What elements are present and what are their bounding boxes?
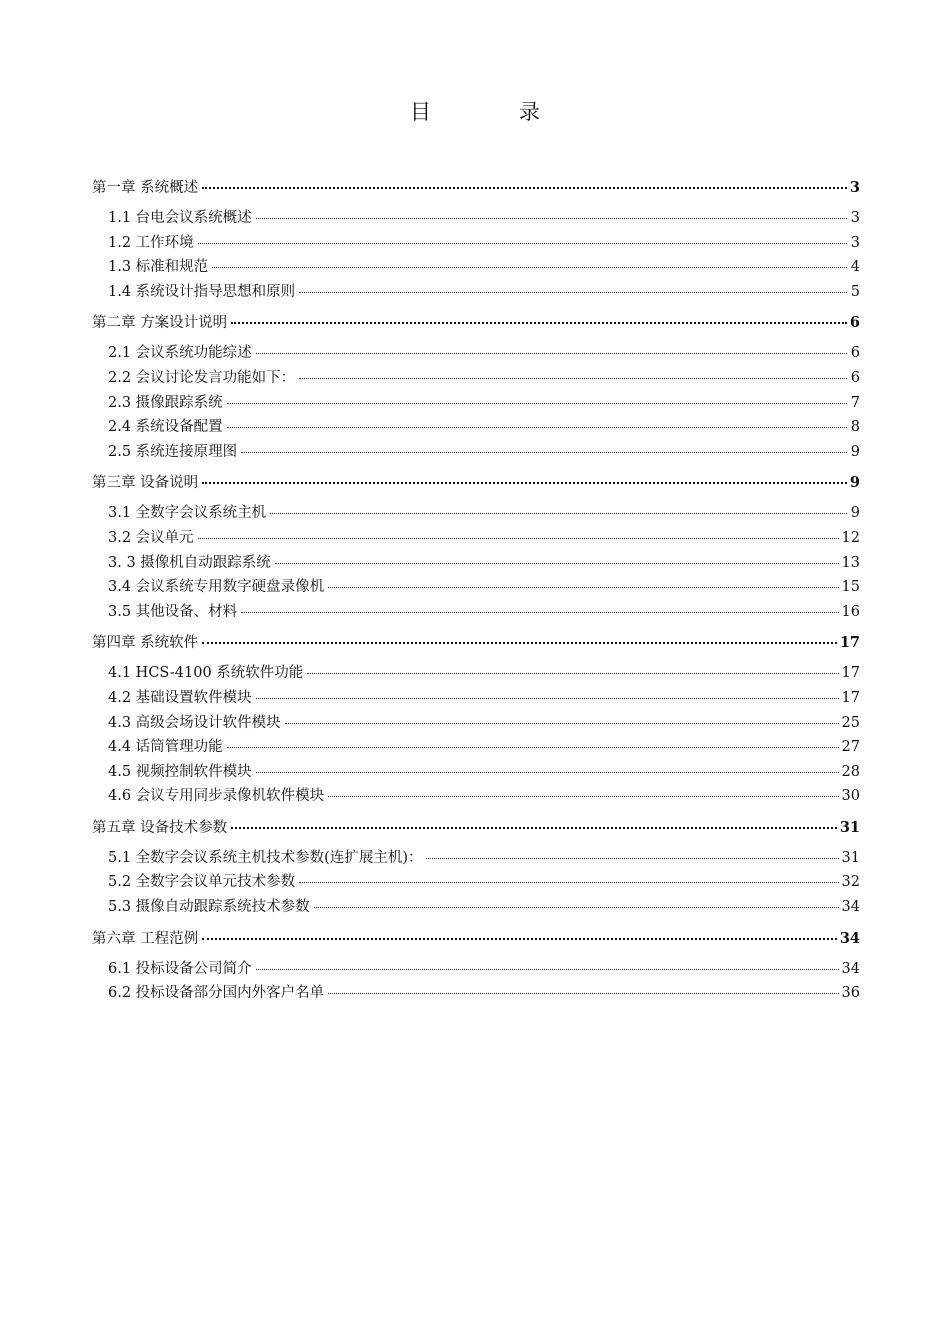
toc-dot-leader (241, 452, 847, 453)
toc-section-page: 5 (850, 283, 860, 300)
toc-section-label: 4.1 HCS-4100 系统软件功能 (108, 665, 304, 682)
toc-dot-leader (227, 747, 839, 748)
toc-dot-leader (256, 218, 847, 219)
toc-section-page: 25 (841, 714, 860, 731)
toc-section-label: 5.1 全数字会议系统主机技术参数(连扩展主机)： (108, 849, 423, 866)
toc-section-label: 1.1 台电会议系统概述 (108, 210, 252, 226)
toc-section-label: 3. 3 摄像机自动跟踪系统 (108, 554, 271, 571)
toc-section-label: 1.3 标准和规范 (108, 259, 209, 276)
toc-section-label: 2.1 会议系统功能综述 (108, 345, 252, 362)
toc-chapter-label: 第四章 系统软件 (92, 635, 199, 652)
toc-chapter-page: 34 (839, 929, 860, 947)
toc-section-label: 3.4 会议系统专用数字硬盘录像机 (108, 579, 325, 596)
toc-chapter-label: 第五章 设备技术参数 (92, 819, 228, 836)
toc-section-label: 4.4 话筒管理功能 (108, 739, 223, 756)
toc-section-row[interactable] (92, 981, 860, 1006)
toc-section-label: 4.5 视频控制软件模块 (108, 763, 252, 780)
toc-section-page: 27 (841, 739, 860, 756)
toc-dot-leader (285, 723, 839, 724)
toc-chapter-row[interactable] (92, 471, 860, 495)
toc-dot-leader (299, 378, 847, 379)
toc-section-label: 2.5 系统连接原理图 (108, 443, 238, 460)
toc-section-label: 6.1 投标设备公司简介 (108, 960, 252, 977)
toc-section-label: 5.3 摄像自动跟踪系统技术参数 (108, 899, 310, 916)
toc-section-row[interactable] (92, 735, 860, 760)
toc-section-page: 9 (850, 443, 860, 460)
title-left-char: 目 (410, 100, 431, 124)
toc-dot-leader (307, 673, 838, 674)
toc-section-label: 2.3 摄像跟踪系统 (108, 394, 223, 411)
toc-dot-leader (231, 827, 837, 829)
toc-section-page: 3 (850, 210, 860, 226)
toc-section-label: 6.2 投标设备部分国内外客户名单 (108, 985, 325, 1002)
toc-dot-leader (328, 587, 838, 588)
toc-section-page: 17 (841, 665, 860, 682)
toc-dot-leader (212, 267, 847, 268)
toc-section-page: 16 (841, 603, 860, 620)
toc-section-row[interactable] (92, 415, 860, 440)
toc-dot-leader (299, 882, 838, 883)
toc-section-page: 28 (841, 763, 860, 780)
toc-section-label: 2.2 会议讨论发言功能如下： (108, 369, 296, 386)
toc-dot-leader (275, 563, 839, 564)
toc-section-row[interactable] (92, 391, 860, 416)
toc-chapter-page: 31 (839, 818, 860, 836)
toc-section-label: 1.4 系统设计指导思想和原则 (108, 283, 296, 300)
toc-dot-leader (202, 642, 837, 644)
toc-section-row[interactable] (92, 784, 860, 809)
toc-section-page: 13 (841, 554, 860, 571)
toc-section-label: 5.2 全数字会议单元技术参数 (108, 874, 296, 891)
toc-chapter-page: 3 (849, 179, 860, 196)
toc-section-label: 3.5 其他设备、材料 (108, 603, 238, 620)
toc-chapter-label: 第二章 方案设计说明 (92, 315, 228, 332)
toc-dot-leader (299, 292, 847, 293)
page-title (0, 96, 950, 126)
toc-section-page: 30 (841, 788, 860, 805)
toc-section-row[interactable] (92, 575, 860, 600)
toc-dot-leader (202, 187, 847, 189)
toc-section-label: 4.3 高级会场设计软件模块 (108, 714, 281, 731)
toc-section-row[interactable] (92, 526, 860, 551)
toc-chapter-row[interactable] (92, 176, 860, 200)
toc-section-page: 31 (841, 849, 860, 866)
toc-section-row[interactable] (92, 440, 860, 465)
toc-section-row[interactable] (92, 661, 860, 686)
toc-chapter-label: 第一章 系统概述 (92, 180, 199, 196)
toc-dot-leader (256, 353, 847, 354)
toc-section-page: 6 (850, 369, 860, 386)
toc-section-row[interactable] (92, 711, 860, 736)
toc-section-row[interactable] (92, 255, 860, 280)
toc-section-page: 8 (850, 419, 860, 436)
toc-chapter-page: 6 (849, 314, 860, 332)
toc-section-row[interactable] (92, 846, 860, 871)
toc-section-label: 3.1 全数字会议系统主机 (108, 505, 267, 522)
toc-section-label: 1.2 工作环境 (108, 234, 194, 251)
toc-section-page: 9 (850, 505, 860, 522)
toc-dot-leader (198, 243, 847, 244)
toc-section-row[interactable] (92, 206, 860, 231)
toc-section-row[interactable] (92, 501, 860, 526)
toc-chapter-label: 第六章 工程范例 (92, 930, 199, 947)
toc-dot-leader (256, 969, 839, 970)
toc-section-label: 3.2 会议单元 (108, 529, 194, 546)
toc-section-row[interactable] (92, 895, 860, 920)
toc-section-row[interactable] (92, 366, 860, 391)
toc-section-row[interactable] (92, 686, 860, 711)
toc-chapter-row[interactable] (92, 311, 860, 335)
toc-section-row[interactable] (92, 551, 860, 576)
toc-dot-leader (256, 698, 839, 699)
toc-section-page: 12 (841, 529, 860, 546)
toc-section-row[interactable] (92, 957, 860, 982)
toc-dot-leader (231, 322, 847, 324)
toc-section-page: 4 (850, 259, 860, 276)
toc-section-row[interactable] (92, 280, 860, 305)
toc-section-page: 15 (841, 579, 860, 596)
toc-chapter-row[interactable] (92, 816, 860, 840)
toc-dot-leader (328, 796, 838, 797)
toc-dot-leader (328, 993, 838, 994)
toc-chapter-row[interactable] (92, 927, 860, 951)
toc-section-label: 4.2 基础设置软件模块 (108, 689, 252, 706)
toc-dot-leader (241, 612, 838, 613)
toc-section-page: 34 (841, 960, 860, 977)
table-of-contents (92, 176, 860, 1006)
toc-dot-leader (227, 403, 847, 404)
toc-section-page: 36 (841, 985, 860, 1002)
title-right-char: 录 (519, 100, 540, 124)
toc-chapter-page: 17 (839, 634, 860, 652)
toc-chapter-page: 9 (849, 474, 860, 492)
toc-dot-leader (227, 427, 847, 428)
toc-dot-leader (202, 938, 837, 940)
toc-section-row[interactable] (92, 231, 860, 256)
toc-dot-leader (314, 907, 839, 908)
toc-chapter-label: 第三章 设备说明 (92, 475, 199, 492)
toc-section-page: 7 (850, 394, 860, 411)
toc-dot-leader (202, 482, 847, 484)
toc-dot-leader (426, 858, 838, 859)
toc-section-label: 4.6 会议专用同步录像机软件模块 (108, 788, 325, 805)
toc-dot-leader (270, 513, 847, 514)
toc-dot-leader (256, 772, 839, 773)
toc-section-row[interactable] (92, 341, 860, 366)
toc-section-page: 17 (841, 689, 860, 706)
toc-dot-leader (198, 538, 839, 539)
toc-section-row[interactable] (92, 870, 860, 895)
toc-section-page: 3 (850, 234, 860, 251)
toc-section-page: 6 (850, 345, 860, 362)
toc-section-page: 34 (841, 899, 860, 916)
toc-section-row[interactable] (92, 600, 860, 625)
toc-section-page: 32 (841, 874, 860, 891)
toc-chapter-row[interactable] (92, 631, 860, 655)
toc-section-label: 2.4 系统设备配置 (108, 419, 223, 436)
toc-section-row[interactable] (92, 760, 860, 785)
